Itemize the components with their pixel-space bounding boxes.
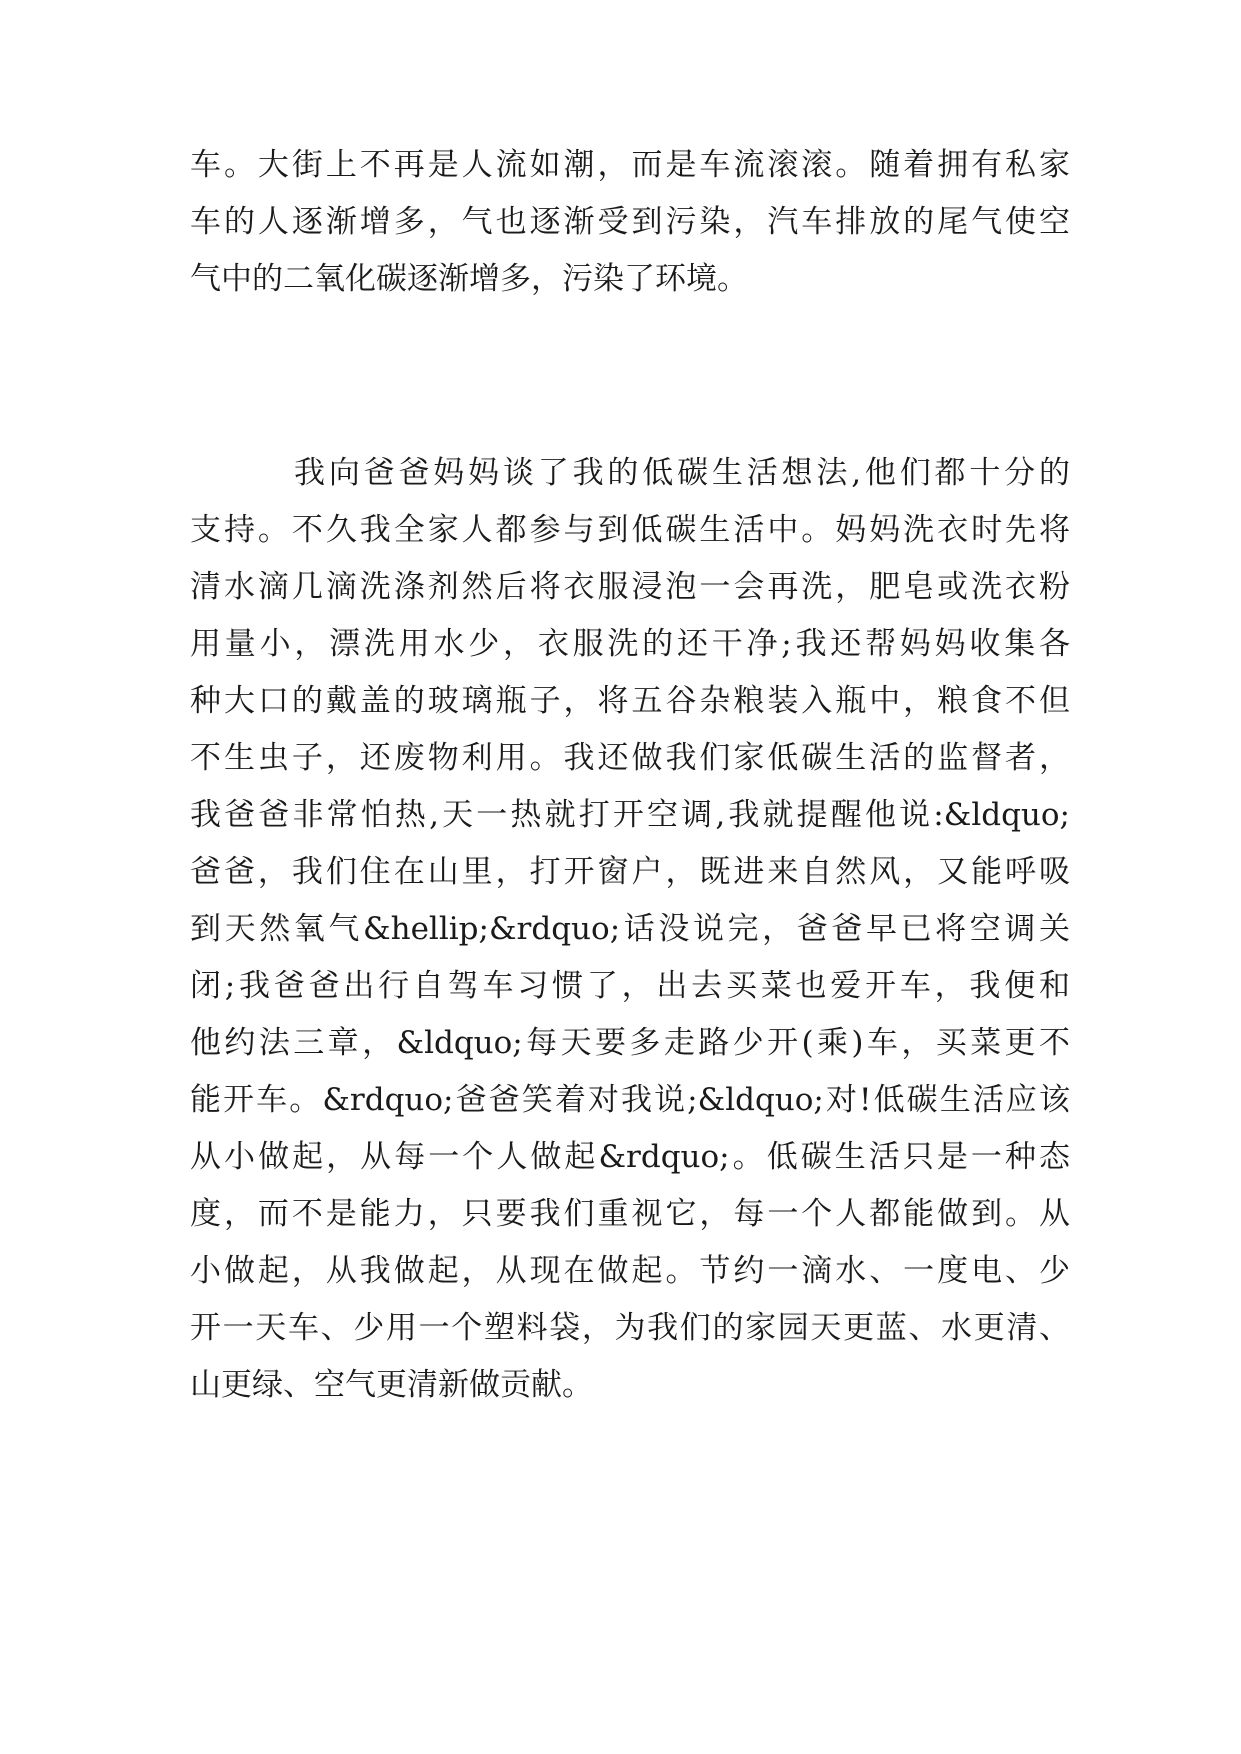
text-line: 闭;我爸爸出行自驾车习惯了，出去买菜也爱开车，我便和 [190,968,1070,1004]
text-line: 支持。不久我全家人都参与到低碳生活中。妈妈洗衣时先将 [190,512,1070,548]
text-line: 山更绿、空气更清新做贡献。 [190,1367,593,1403]
text-line: 清水滴几滴洗涤剂然后将衣服浸泡一会再洗，肥皂或洗衣粉 [190,569,1070,605]
text-line: 从小做起，从每一个人做起&rdquo;。低碳生活只是一种态 [190,1139,1070,1175]
text-line: 度，而不是能力，只要我们重视它，每一个人都能做到。从 [190,1196,1070,1232]
text-line: 到天然氧气&hellip;&rdquo;话没说完，爸爸早已将空调关 [190,911,1070,947]
text-line: 开一天车、少用一个塑料袋，为我们的家园天更蓝、水更清、 [190,1310,1070,1346]
text-line: 车的人逐渐增多，气也逐渐受到污染，汽车排放的尾气使空 [190,204,1070,240]
text-line: 用量小，漂洗用水少，衣服洗的还干净;我还帮妈妈收集各 [190,626,1070,662]
text-line: 不生虫子，还废物利用。我还做我们家低碳生活的监督者， [190,740,1070,776]
text-line: 我向爸爸妈妈谈了我的低碳生活想法,他们都十分的 [294,455,1070,491]
text-line: 气中的二氧化碳逐渐增多，污染了环境。 [190,261,748,297]
text-line: 他约法三章，&ldquo;每天要多走路少开(乘)车，买菜更不 [190,1025,1070,1061]
text-line: 小做起，从我做起，从现在做起。节约一滴水、一度电、少 [190,1253,1070,1289]
text-line: 种大口的戴盖的玻璃瓶子，将五谷杂粮装入瓶中，粮食不但 [190,683,1070,719]
text-line: 车。大街上不再是人流如潮，而是车流滚滚。随着拥有私家 [190,147,1070,183]
text-line: 能开车。&rdquo;爸爸笑着对我说;&ldquo;对!低碳生活应该 [190,1082,1070,1118]
text-line: 爸爸，我们住在山里，打开窗户，既进来自然风，又能呼吸 [190,854,1070,890]
text-line: 我爸爸非常怕热,天一热就打开空调,我就提醒他说:&ldquo; [190,797,1070,833]
